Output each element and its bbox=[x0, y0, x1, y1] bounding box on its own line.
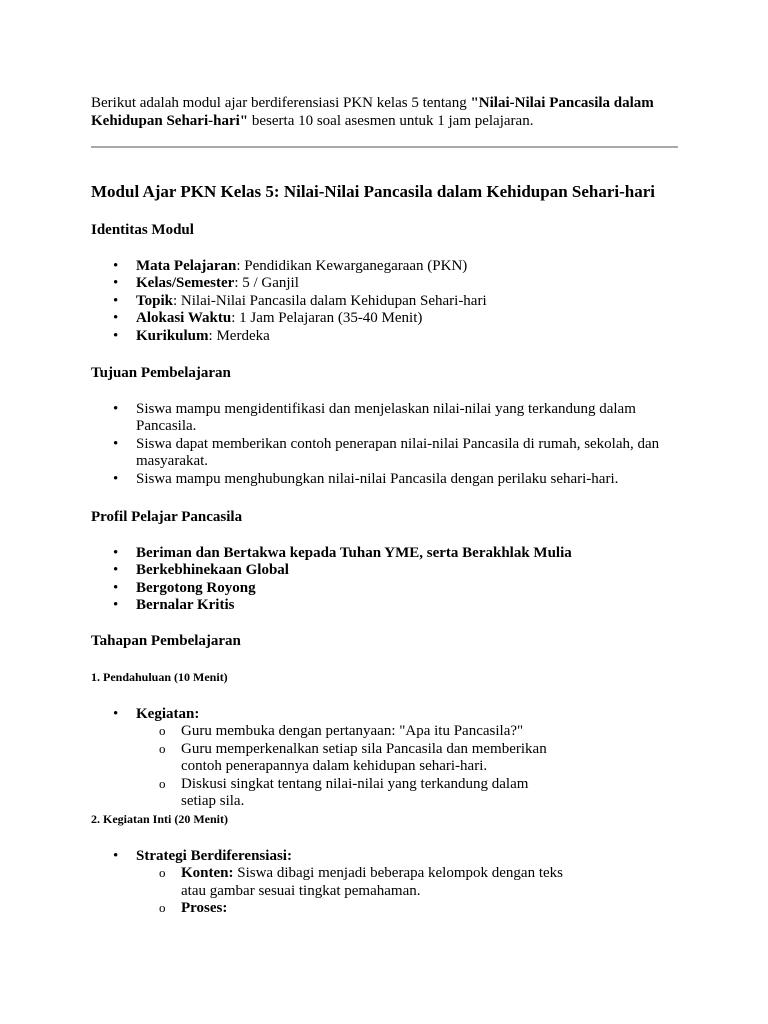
list-item bbox=[91, 580, 681, 598]
strategi-label: Strategi Berdiferensiasi: bbox=[136, 847, 292, 864]
konten-text: Siswa dibagi menjadi beberapa kelompok dengan teks atau gambar sesuai tingkat pemahaman. bbox=[181, 865, 563, 899]
document-title: Modul Ajar PKN Kelas 5: Nilai-Nilai Pancasila dalam Kehidupan Sehari-hari bbox=[91, 182, 656, 201]
item-value: : 5 / Ganjil bbox=[234, 275, 299, 291]
identitas-list bbox=[91, 258, 681, 346]
tujuan-heading: Tujuan Pembelajaran bbox=[91, 365, 231, 381]
intro-paragraph bbox=[91, 95, 681, 130]
sublist-item: o Guru membuka dengan pertanyaan: "Apa itu Pancasila?" bbox=[136, 723, 566, 741]
list-item bbox=[91, 293, 681, 311]
list-item bbox=[91, 275, 681, 293]
inti-heading: 2. Kegiatan Inti (20 Menit) bbox=[91, 812, 228, 826]
item-label: Beriman dan Bertakwa kepada Tuhan YME, serta Berakhlak Mulia bbox=[136, 544, 572, 561]
proses-label: Proses: bbox=[181, 900, 228, 916]
pendahuluan-list bbox=[91, 706, 681, 811]
item-label: Bernalar Kritis bbox=[136, 597, 235, 613]
kegiatan-label: Kegiatan: bbox=[136, 705, 200, 722]
identitas-heading: Identitas Modul bbox=[91, 222, 194, 238]
tahapan-heading: Tahapan Pembelajaran bbox=[91, 633, 241, 649]
intro-bold-topic: "Nilai-Nilai Pancasila dalam Kehidupan Sehari-hari" bbox=[91, 95, 654, 129]
list-item: • Siswa dapat memberikan contoh penerapan nilai-nilai Pancasila di rumah, sekolah, dan masyarakat. bbox=[91, 436, 681, 471]
item-label: Alokasi Waktu bbox=[136, 310, 232, 326]
sublist-item: o Guru memperkenalkan setiap sila Pancasila dan memberikan contoh penerapannya dalam kehidupan sehari-hari. bbox=[136, 741, 566, 776]
item-value: : Merdeka bbox=[208, 327, 270, 344]
list-item bbox=[91, 597, 681, 615]
sublist-item bbox=[136, 900, 566, 918]
horizontal-divider bbox=[91, 146, 678, 148]
profil-heading: Profil Pelajar Pancasila bbox=[91, 509, 243, 525]
item-label: Bergotong Royong bbox=[136, 579, 256, 596]
profil-list bbox=[91, 545, 681, 615]
tujuan-list bbox=[91, 401, 681, 489]
item-value: : Pendidikan Kewarganegaraan (PKN) bbox=[236, 257, 468, 274]
item-label: Topik bbox=[136, 292, 173, 309]
list-item bbox=[91, 545, 681, 563]
inti-list bbox=[91, 848, 681, 918]
list-item: • Siswa mampu mengidentifikasi dan menjelaskan nilai-nilai yang terkandung dalam Pancasila. bbox=[91, 401, 681, 436]
inti-section bbox=[91, 811, 681, 918]
list-item bbox=[91, 328, 681, 346]
sublist-item bbox=[136, 865, 566, 900]
list-item bbox=[91, 706, 681, 811]
item-value: : Nilai-Nilai Pancasila dalam Kehidupan Sehari-hari bbox=[172, 292, 487, 309]
konten-label: Konten: bbox=[181, 865, 234, 881]
tujuan-section bbox=[91, 365, 681, 488]
pendahuluan-heading: 1. Pendahuluan (10 Menit) bbox=[91, 670, 228, 684]
document-page bbox=[91, 95, 681, 916]
intro-text-end: beserta 10 soal asesmen untuk 1 jam pelajaran. bbox=[248, 112, 534, 129]
profil-section bbox=[91, 509, 681, 615]
strategi-sublist bbox=[136, 865, 566, 918]
list-item bbox=[91, 258, 681, 276]
list-item bbox=[91, 310, 681, 328]
list-item bbox=[91, 562, 681, 580]
list-item: • Siswa mampu menghubungkan nilai-nilai Pancasila dengan perilaku sehari-hari. bbox=[91, 471, 681, 489]
item-label: Kelas/Semester bbox=[136, 275, 235, 291]
tahapan-section bbox=[91, 633, 681, 651]
item-value: : 1 Jam Pelajaran (35-40 Menit) bbox=[231, 310, 423, 326]
sublist-item: o Diskusi singkat tentang nilai-nilai yang terkandung dalam setiap sila. bbox=[136, 776, 566, 811]
intro-text: Berikut adalah modul ajar berdiferensiasi PKN kelas 5 tentang bbox=[91, 95, 471, 111]
kegiatan-sublist bbox=[136, 723, 566, 811]
pendahuluan-section bbox=[91, 669, 681, 811]
item-label: Kurikulum bbox=[136, 327, 209, 344]
identitas-section bbox=[91, 222, 681, 345]
item-label: Mata Pelajaran bbox=[136, 257, 237, 274]
list-item bbox=[91, 848, 681, 918]
item-label: Berkebhinekaan Global bbox=[136, 562, 289, 578]
